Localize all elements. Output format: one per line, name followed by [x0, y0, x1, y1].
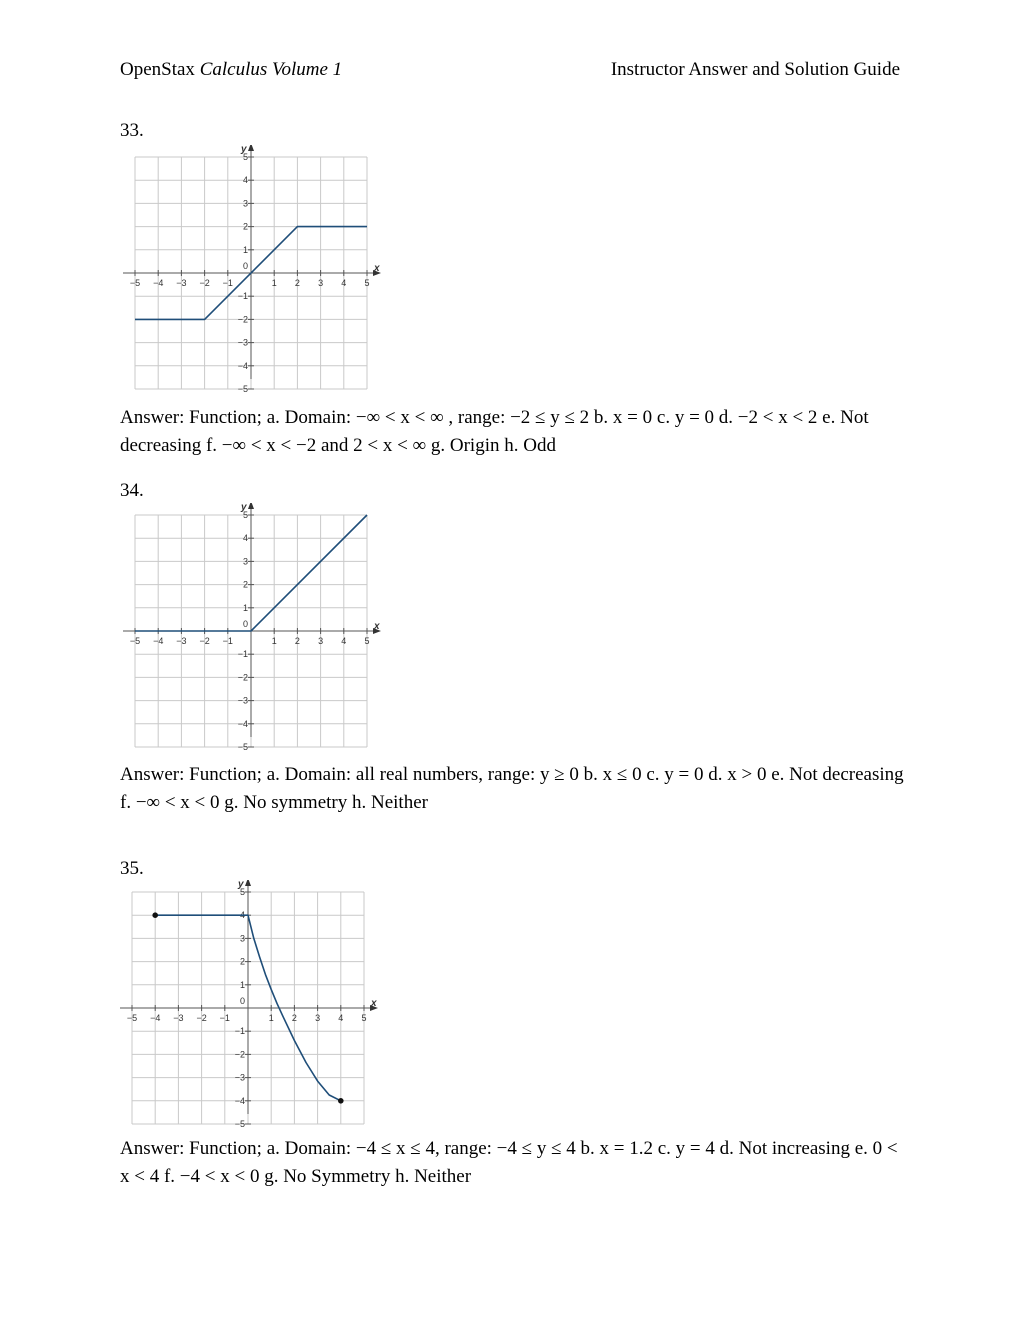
- y-tick-label: −5: [237, 742, 248, 752]
- x-tick-label: 2: [294, 636, 300, 646]
- endpoint-dot: [152, 912, 158, 918]
- x-tick-label: 4: [341, 636, 347, 646]
- endpoint-dot: [338, 1098, 344, 1104]
- y-tick-label: −1: [237, 649, 248, 660]
- y-tick-label: 5: [242, 152, 248, 162]
- y-axis-arrow-icon: [248, 503, 254, 509]
- guide-title: Instructor Answer and Solution Guide: [610, 59, 900, 80]
- x-tick-label: 2: [291, 1013, 297, 1023]
- x-tick-label: 1: [271, 278, 277, 288]
- x-tick-label: −5: [129, 278, 141, 288]
- y-tick-label: 5: [239, 887, 245, 897]
- y-tick-label: −4: [237, 360, 248, 371]
- origin-label: 0: [239, 996, 245, 1006]
- origin-label: 0: [242, 261, 248, 271]
- y-tick-label: 5: [242, 510, 248, 520]
- graph-34: [121, 503, 385, 763]
- y-axis-label: y: [241, 503, 247, 513]
- x-tick-label: −5: [126, 1013, 138, 1023]
- x-tick-label: 2: [294, 278, 300, 288]
- y-tick-label: 4: [242, 533, 248, 544]
- x-tick-label: −1: [222, 636, 233, 646]
- x-tick-label: 1: [268, 1013, 274, 1023]
- y-axis-arrow-icon: [248, 145, 254, 151]
- y-tick-label: −3: [237, 695, 248, 706]
- y-tick-label: 1: [242, 602, 248, 613]
- y-tick-label: 2: [242, 579, 248, 590]
- y-tick-label: −3: [237, 337, 248, 348]
- x-tick-label: −3: [173, 1013, 184, 1023]
- y-tick-label: 3: [239, 933, 245, 944]
- y-tick-label: 3: [242, 198, 248, 209]
- x-axis-label: x: [371, 998, 377, 1009]
- y-tick-label: 1: [239, 979, 245, 990]
- y-axis-arrow-icon: [245, 880, 251, 886]
- y-tick-label: −3: [234, 1072, 245, 1083]
- y-tick-label: 4: [242, 175, 248, 186]
- problem-35-number: 35.: [120, 858, 144, 879]
- problem-33-number: 33.: [120, 120, 144, 141]
- x-tick-label: −4: [153, 278, 164, 288]
- x-tick-label: −3: [176, 278, 187, 288]
- y-tick-label: 1: [242, 244, 248, 255]
- y-tick-label: −2: [237, 672, 248, 683]
- x-tick-label: 3: [318, 636, 324, 646]
- graph-33: [121, 145, 385, 405]
- origin-label: 0: [242, 619, 248, 629]
- x-tick-label: 3: [318, 278, 324, 288]
- problem-33-answer: Answer: Function; a. Domain: −∞ < x < ∞ , range: −2 ≤ y ≤ 2 b. x = 0 c. y = 0 d. −2 < x < 2 e. Not decreasing f. −∞ < x < −2 and 2 < x < ∞ g. Origin h. Odd: [120, 407, 869, 456]
- x-tick-label: −2: [196, 1013, 207, 1023]
- y-axis-label: y: [238, 880, 244, 890]
- book-title: Calculus Volume 1: [199, 59, 343, 80]
- y-tick-label: 4: [239, 910, 245, 921]
- x-tick-label: −2: [199, 636, 210, 646]
- problem-34-number: 34.: [120, 480, 144, 501]
- y-tick-label: −4: [237, 718, 248, 729]
- x-tick-label: −2: [199, 278, 210, 288]
- y-tick-label: 2: [239, 956, 245, 967]
- publisher-name: OpenStax: [120, 59, 195, 80]
- x-tick-label: −5: [129, 636, 141, 646]
- header-book-info: [120, 59, 342, 81]
- x-tick-label: 5: [364, 278, 370, 288]
- x-tick-label: −4: [150, 1013, 161, 1023]
- x-tick-label: 5: [361, 1013, 367, 1023]
- x-tick-label: 5: [364, 636, 370, 646]
- y-tick-label: −4: [234, 1095, 245, 1106]
- x-axis-label: x: [374, 621, 380, 632]
- x-tick-label: −3: [176, 636, 187, 646]
- x-tick-label: 4: [338, 1013, 344, 1023]
- y-tick-label: 3: [242, 556, 248, 567]
- y-axis-label: y: [241, 145, 247, 155]
- x-tick-label: 3: [315, 1013, 321, 1023]
- x-tick-label: −4: [153, 636, 164, 646]
- graph-35: [118, 880, 382, 1140]
- x-axis-label: x: [374, 263, 380, 274]
- x-tick-label: 1: [271, 636, 277, 646]
- y-tick-label: −1: [237, 291, 248, 302]
- y-tick-label: 2: [242, 221, 248, 232]
- y-tick-label: −5: [237, 384, 248, 394]
- x-tick-label: −1: [222, 278, 233, 288]
- y-tick-label: −1: [234, 1026, 245, 1037]
- problem-34-answer: Answer: Function; a. Domain: all real numbers, range: y ≥ 0 b. x ≤ 0 c. y = 0 d. x > 0 e. Not decreasing f. −∞ < x < 0 g. No symmetry h. Neither: [120, 764, 904, 813]
- y-tick-label: −5: [234, 1119, 245, 1129]
- problem-35-answer: Answer: Function; a. Domain: −4 ≤ x ≤ 4, range: −4 ≤ y ≤ 4 b. x = 1.2 c. y = 4 d. Not increasing e. 0 < x < 4 f. −4 < x < 0 g. No Symmetry h. Neither: [120, 1138, 898, 1187]
- y-tick-label: −2: [237, 314, 248, 325]
- y-tick-label: −2: [234, 1049, 245, 1060]
- x-tick-label: 4: [341, 278, 347, 288]
- x-tick-label: −1: [219, 1013, 230, 1023]
